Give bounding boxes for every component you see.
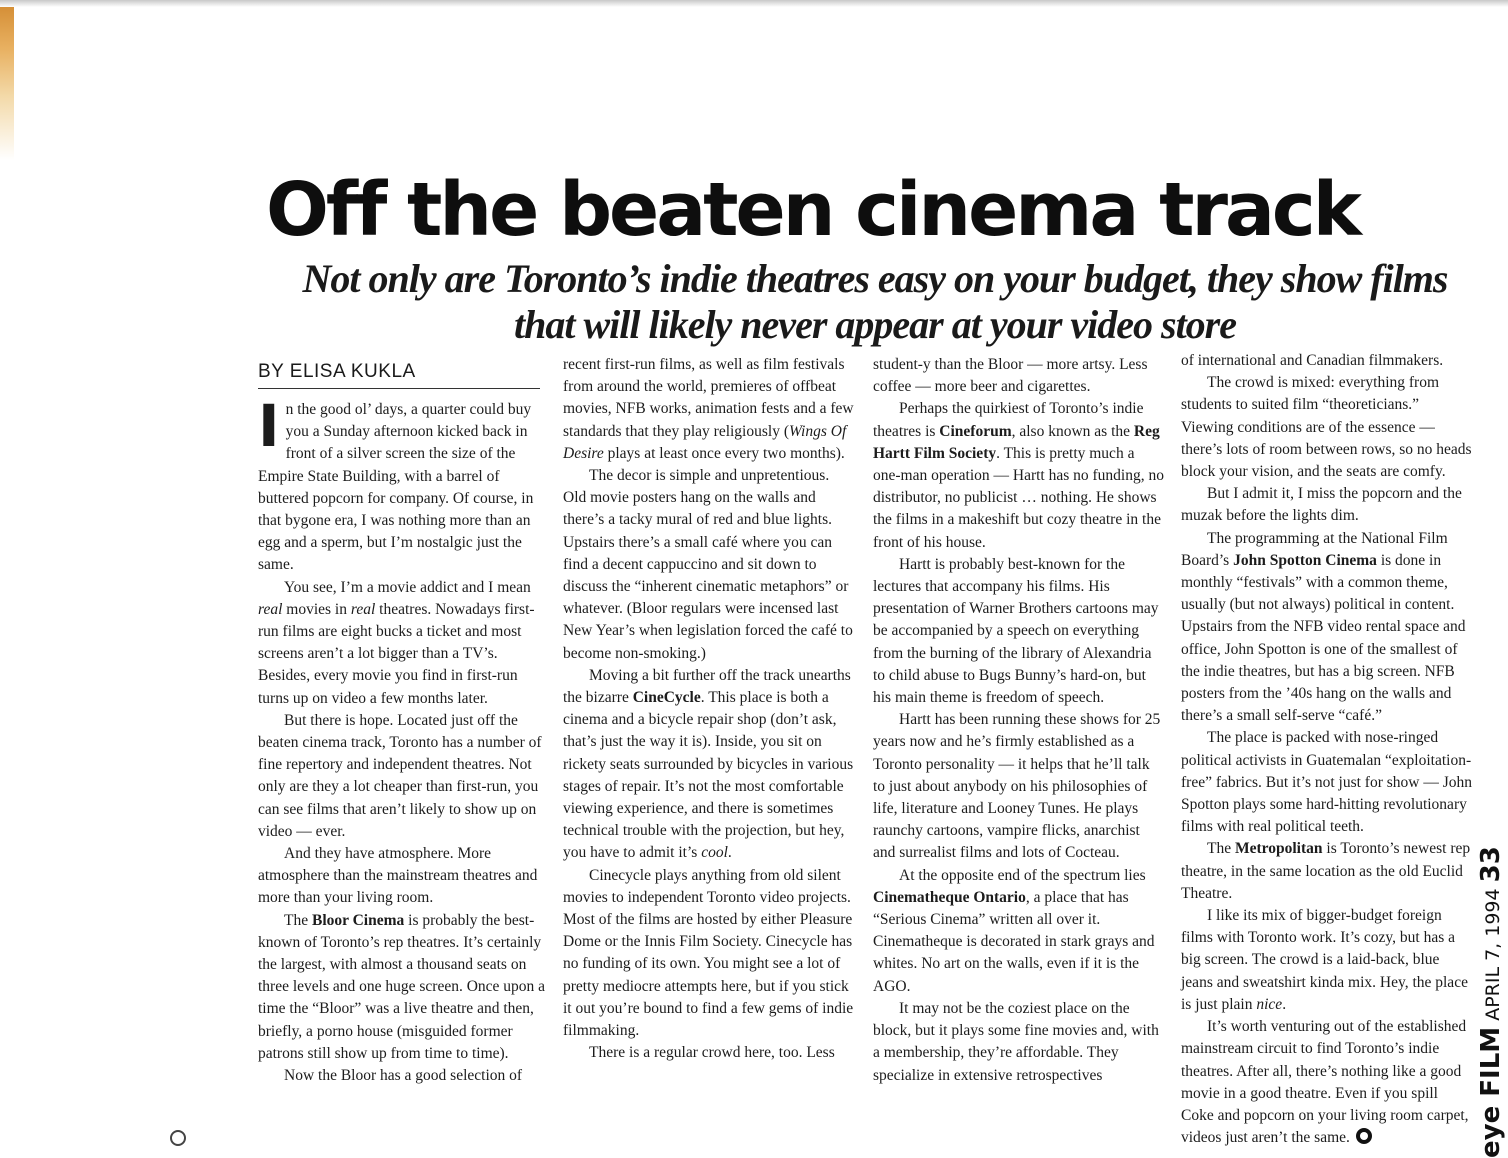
paragraph-text: The programming at the National Film Board’s <box>1181 529 1448 569</box>
emphasis: nice <box>1256 995 1283 1013</box>
paragraph-text: , a place that has “Serious Cinema” written all over it. Cinematheque is decorated in stark grays and whites. No art on the walls, even if it is the AGO. <box>873 888 1155 995</box>
venue-name: Cineforum <box>939 422 1012 440</box>
paragraph-text: It’s worth venturing out of the established mainstream circuit to find Toronto’s indie theatres. After all, there’s nothing like a good movie in a good theatre. Even if you spill Coke and popcorn on your living room carpet, videos just aren’t the same. <box>1181 1018 1469 1147</box>
folio <box>1478 846 1506 1158</box>
venue-name: John Spotton Cinema <box>1233 551 1377 569</box>
paragraph <box>1181 1016 1473 1149</box>
emphasis: real <box>350 600 376 618</box>
byline: BY ELISA KUKLA <box>258 358 540 389</box>
headline: Off the beaten cinema track <box>266 167 1359 253</box>
paragraph <box>563 665 855 865</box>
paragraph <box>258 910 548 1065</box>
paragraph-text: . This is pretty much a one-man operation — Hartt has no funding, no distributor, no publicist … nothing. He shows the films in a makeshift but cozy theatre in the front of his house. <box>873 444 1164 551</box>
venue-name: Metropolitan <box>1234 840 1323 858</box>
film-title: Wings Of Desire <box>563 422 847 462</box>
paragraph-text: I like its mix of bigger-budget foreign films with Toronto work. It’s cozy, but has a big screen. The crowd is a laid-back, blue jeans and sweatshirt kinda mix. Hey, the place is just plain <box>1181 907 1468 1013</box>
article-column-3 <box>873 354 1165 1087</box>
paragraph-text: is probably the best-known of Toronto’s rep theatres. It’s certainly the largest, with almost a thousand seats on three levels and one huge screen. Once upon a time the “Bloor” was a live theatre and then, briefly, a porno house (misguided former patrons still show up from time to time). <box>258 911 546 1062</box>
paragraph-text: plays at least once every two months). <box>603 444 845 462</box>
paragraph: The place is packed with nose-ringed political activists in Guatemalan “exploitation-free” fabrics. But it’s not just for show — John Spotton plays some hard-hitting revolutionary films with real political teeth. <box>1181 729 1473 836</box>
paragraph-text: You see, I’m a movie addict and I mean <box>284 578 531 596</box>
scan-top-shadow <box>0 0 1508 7</box>
paragraph <box>1181 838 1473 905</box>
paragraph: Hartt has been running these shows for 25 years now and he’s firmly established as a Toronto personality — it helps that he’ll talk to just about anybody on his philosophies of life, literature and Looney Tunes. He plays raunchy cartoons, vampire flicks, anarchist and surrealist films and lots of Cocteau. <box>873 711 1161 862</box>
paragraph-text: At the opposite end of the spectrum lies <box>899 866 1146 884</box>
paragraph <box>258 577 548 710</box>
paragraph-text: recent first-run films, as well as film festivals from around the world, premieres of offbeat movies, NFB works, animation fests and a few standards that they play religiously ( <box>563 356 854 440</box>
emphasis: real <box>258 600 283 618</box>
paragraph: And they have atmosphere. More atmosphere than the mainstream theatres and more than your living room. <box>258 845 538 907</box>
venue-name: Cinematheque Ontario <box>873 888 1026 906</box>
paragraph-text: . <box>1282 995 1287 1013</box>
paragraph: The crowd is mixed: everything from students to suited film “theoreticians.” Viewing conditions are of the essence — there’s lots of room between rows, so no heads block your vision, and the seats are comfy. <box>1181 374 1472 481</box>
paragraph <box>258 392 548 577</box>
paragraph-text: Moving a bit further off the track unearths the bizarre <box>563 666 851 707</box>
paragraph <box>563 354 855 465</box>
paragraph-text: The <box>284 911 312 929</box>
paragraph: But I admit it, I miss the popcorn and the muzak before the lights dim. <box>1181 485 1462 525</box>
drop-cap: I <box>258 392 280 460</box>
folio-date: APRIL 7, 1994 <box>1482 888 1504 1021</box>
paragraph-text: theatres. Nowadays first-run films are eight bucks a ticket and most screens aren’t a lot bigger than a TV’s. Besides, every movie you find in first-run turns up on video a few months later. <box>258 600 535 707</box>
folio-brand: eye FILM <box>1476 1026 1506 1158</box>
paragraph: There is a regular crowd here, too. Less <box>589 1044 835 1062</box>
paragraph <box>873 865 1165 998</box>
article-column-1 <box>258 392 548 1087</box>
paragraph-text: is Toronto’s newest rep theatre, in the same location as the old Euclid Theatre. <box>1181 840 1471 902</box>
paragraph: student-y than the Bloor — more artsy. Less coffee — more beer and cigarettes. <box>873 356 1148 396</box>
paragraph: Cinecycle plays anything from old silent movies to independent Toronto video projects. Most of the films are hosted by either Pleasure Dome or the Innis Film Society. Cinecycle has no funding of its own. You might see a lot of pretty mediocre attempts here, but if you stick it out you’re bound to find a few gems of indie filmmaking. <box>563 866 854 1040</box>
paragraph-text: is done in monthly “festivals” with a common theme, usually (but not always) political in content. Upstairs from the NFB video rental space and office, John Spotton is one of the smallest of the indie theatres, but has a big screen. NFB posters from the ’40s hang on the walls and there’s a small self-serve “café.” <box>1181 551 1466 725</box>
paragraph: of international and Canadian filmmakers. <box>1181 352 1444 369</box>
paragraph-text: The <box>1207 840 1235 858</box>
paragraph-text: Perhaps the quirkiest of Toronto’s indie theatres is <box>873 400 1144 440</box>
folio-page-number: 33 <box>1476 846 1506 883</box>
paragraph <box>1181 528 1473 728</box>
paragraph <box>873 398 1165 553</box>
scan-registration-mark <box>170 1130 186 1146</box>
paragraph: The decor is simple and unpretentious. Old movie posters hang on the walls and there’s a tacky mural of red and blue lights. Upstairs there’s a small café where you can find a decent cappuccino and sit down to discuss the “inherent cinematic metaphors” or whatever. (Bloor regulars were incensed last New Year’s when legislation forced the café to become non-smoking.) <box>563 467 853 662</box>
deck-subheadline: Not only are Toronto’s indie theatres easy on your budget, they show films that will likely never appear at your video store <box>302 256 1448 347</box>
paragraph: Now the Bloor has a good selection of <box>284 1067 523 1085</box>
paragraph: But there is hope. Located just off the beaten cinema track, Toronto has a number of fine repertory and independent theatres. Not only are they a lot cheaper than first-run, you can see films that aren’t likely to show up on video — ever. <box>258 711 542 840</box>
paragraph-text: n the good ol’ days, a quarter could buy you a Sunday afternoon kicked back in front of a silver screen the size of the Empire State Building, with a barrel of buttered popcorn for company. Of course, in that bygone era, I was nothing more than an egg and a sperm, but I’m nostalgic just the same. <box>258 401 534 574</box>
emphasis: cool <box>701 844 728 862</box>
paragraph <box>1181 905 1473 1016</box>
venue-name: Reg Hartt Film Society <box>873 422 1160 462</box>
paragraph-text: . <box>727 844 732 862</box>
paragraph: Hartt is probably best-known for the lectures that accompany his films. His presentation of Warner Brothers cartoons may be accompanied by a speech on everything from the burning of the library of Alexandria to child abuse to Bugs Bunny’s hard-on, but his main theme is freedom of speech. <box>873 555 1159 707</box>
scan-edge <box>0 0 14 160</box>
venue-name: CineCycle <box>632 689 701 707</box>
article-column-4 <box>1181 350 1473 1149</box>
eye-end-mark-icon <box>1356 1128 1372 1144</box>
paragraph-text: movies in <box>282 600 351 618</box>
paragraph-text: , also known as the <box>1011 422 1134 440</box>
article-column-2 <box>563 354 855 1065</box>
venue-name: Bloor Cinema <box>311 911 405 929</box>
paragraph-text: . This place is both a cinema and a bicycle repair shop (don’t ask, that’s just the way it is). Inside, you sit on rickety seats surrounded by bicycles in various stages of repair. It’s not the most comfortable viewing experience, and there is sometimes technical trouble with the projection, but hey, you have to admit it’s <box>563 689 854 862</box>
paragraph: It may not be the coziest place on the block, but it plays some fine movies and, with a membership, they’re affordable. They specialize in extensive retrospectives <box>873 999 1159 1084</box>
